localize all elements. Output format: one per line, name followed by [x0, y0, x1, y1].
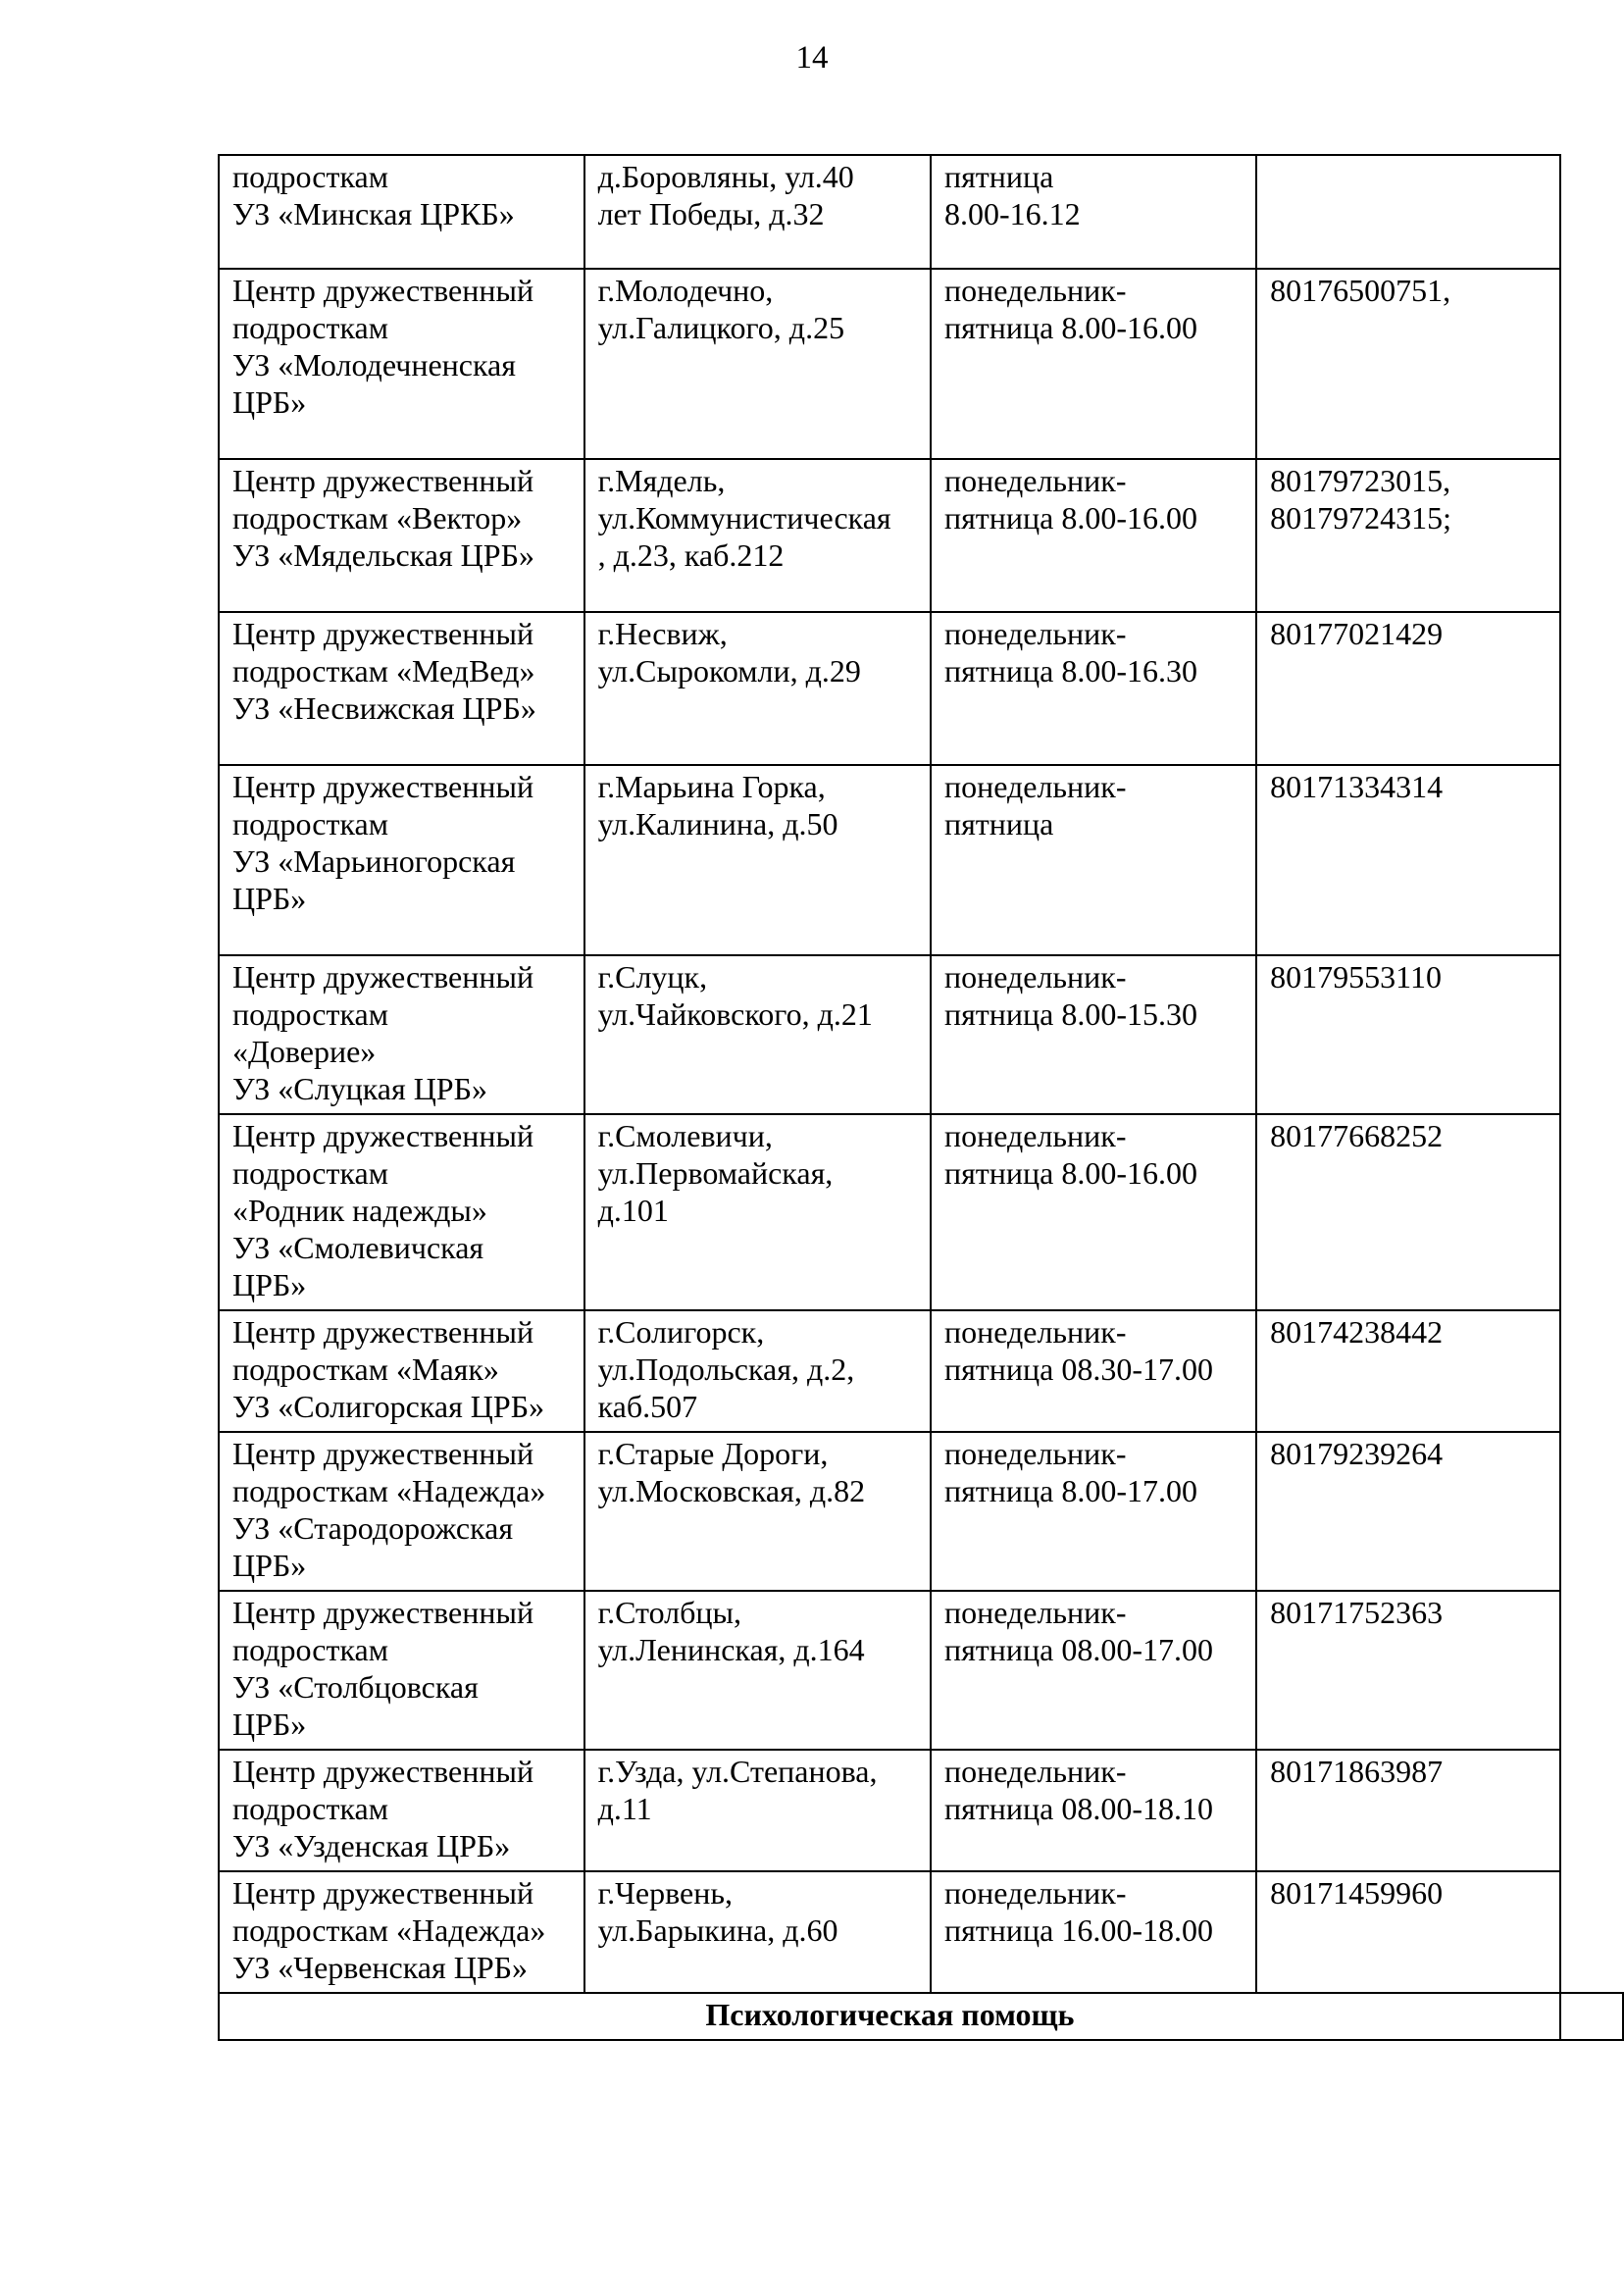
center-name-line: подросткам: [232, 310, 388, 345]
address-cell: [584, 155, 931, 269]
hours-line: пятница 08.00-17.00: [943, 1632, 1213, 1667]
hours-line: пятница 08.00-18.10: [943, 1791, 1213, 1826]
address-line: г.Солигорск,: [597, 1314, 765, 1350]
address-cell: [584, 955, 931, 1114]
center-name-line: УЗ «Солигорская ЦРБ»: [232, 1389, 545, 1424]
phone-line: 80179239264: [1270, 1436, 1444, 1471]
center-name-cell: [219, 1591, 584, 1750]
center-name-line: УЗ «Мядельская ЦРБ»: [232, 537, 534, 573]
center-name-line: Центр дружественный: [232, 1118, 534, 1153]
hours-line: пятница 16.00-18.00: [943, 1912, 1213, 1948]
phone-cell: [1256, 459, 1560, 612]
address-line: ул.Чайковского, д.21: [597, 996, 873, 1032]
phone-line: 80174238442: [1270, 1314, 1444, 1350]
hours-line: понедельник-: [943, 959, 1127, 994]
address-line: г.Слуцк,: [597, 959, 708, 994]
center-name-line: Центр дружественный: [232, 1875, 534, 1911]
phone-cell: [1256, 1310, 1560, 1432]
phone-cell: [1256, 1750, 1560, 1871]
table-row: [219, 955, 1623, 1114]
address-line: г.Червень,: [597, 1875, 733, 1911]
center-name-cell: [219, 1310, 584, 1432]
hours-line: понедельник-: [943, 1436, 1127, 1471]
table-row: [219, 1114, 1623, 1310]
section-row: [219, 1993, 1623, 2040]
center-name-line: Центр дружественный: [232, 1754, 534, 1789]
center-name-cell: [219, 155, 584, 269]
phone-line: 80171752363: [1270, 1595, 1444, 1630]
hours-cell: [931, 155, 1256, 269]
table-body: [219, 155, 1623, 2040]
center-name-cell: [219, 955, 584, 1114]
phone-line: 80171459960: [1270, 1875, 1444, 1911]
center-name-line: ЦРБ»: [232, 1548, 307, 1583]
center-name-line: УЗ «Слуцкая ЦРБ»: [232, 1071, 487, 1106]
page-number: 14: [795, 40, 829, 76]
center-name-line: УЗ «Столбцовская: [232, 1669, 479, 1705]
phone-line: 80179724315;: [1270, 500, 1452, 535]
hours-cell: [931, 955, 1256, 1114]
hours-line: понедельник-: [943, 1875, 1127, 1911]
table-row: [219, 1750, 1623, 1871]
address-cell: [584, 1591, 931, 1750]
hours-line: понедельник-: [943, 1314, 1127, 1350]
address-line: г.Мядель,: [597, 463, 726, 498]
address-line: д.Боровляны, ул.40: [597, 159, 854, 194]
address-line: каб.507: [597, 1389, 698, 1424]
phone-line: 80176500751,: [1270, 273, 1451, 308]
hours-line: понедельник-: [943, 273, 1127, 308]
center-name-line: ЦРБ»: [232, 1267, 307, 1302]
hours-cell: [931, 1114, 1256, 1310]
center-name-cell: [219, 1432, 584, 1591]
hours-line: пятница 8.00-15.30: [943, 996, 1197, 1032]
center-name-line: подросткам: [232, 1632, 388, 1667]
center-name-cell: [219, 612, 584, 765]
table-row: [219, 765, 1623, 955]
phone-line: 80171334314: [1270, 769, 1444, 804]
hours-line: пятница 8.00-16.30: [943, 653, 1197, 688]
phone-cell: [1256, 1114, 1560, 1310]
hours-line: пятница 8.00-16.00: [943, 310, 1197, 345]
hours-line: пятница 8.00-17.00: [943, 1473, 1197, 1508]
center-name-cell: [219, 459, 584, 612]
center-name-line: подросткам: [232, 1155, 388, 1191]
center-name-line: УЗ «Стародорожская: [232, 1510, 514, 1546]
centers-table: [218, 154, 1624, 2041]
center-name-line: подросткам: [232, 1791, 388, 1826]
address-line: г.Старые Дороги,: [597, 1436, 829, 1471]
center-name-line: Центр дружественный: [232, 273, 534, 308]
center-name-line: Центр дружественный: [232, 769, 534, 804]
center-name-line: подросткам: [232, 159, 388, 194]
table-row: [219, 1591, 1623, 1750]
hours-cell: [931, 1591, 1256, 1750]
hours-line: пятница: [943, 806, 1054, 841]
hours-cell: [931, 1871, 1256, 1993]
address-line: г.Молодечно,: [597, 273, 774, 308]
table-row: [219, 1871, 1623, 1993]
hours-line: пятница: [943, 159, 1054, 194]
center-name-line: Центр дружественный: [232, 1436, 534, 1471]
address-cell: [584, 1432, 931, 1591]
address-line: г.Смолевичи,: [597, 1118, 773, 1153]
table-row: [219, 459, 1623, 612]
address-cell: [584, 1114, 931, 1310]
center-name-line: Центр дружественный: [232, 1314, 534, 1350]
center-name-line: УЗ «Молодечненская: [232, 347, 516, 382]
address-line: ул.Московская, д.82: [597, 1473, 866, 1508]
center-name-line: УЗ «Несвижская ЦРБ»: [232, 690, 536, 726]
center-name-line: УЗ «Узденская ЦРБ»: [232, 1828, 511, 1863]
address-line: ул.Подольская, д.2,: [597, 1351, 855, 1387]
hours-line: пятница 8.00-16.00: [943, 500, 1197, 535]
center-name-line: УЗ «Червенская ЦРБ»: [232, 1950, 528, 1985]
hours-line: пятница 8.00-16.00: [943, 1155, 1197, 1191]
section-tail-cell: [1560, 1993, 1623, 2040]
center-name-line: подросткам «Маяк»: [232, 1351, 499, 1387]
phone-line: 80179553110: [1270, 959, 1442, 994]
address-line: ул.Галицкого, д.25: [597, 310, 845, 345]
center-name-line: ЦРБ»: [232, 881, 307, 916]
phone-line: 80177021429: [1270, 616, 1444, 651]
hours-line: понедельник-: [943, 769, 1127, 804]
hours-cell: [931, 459, 1256, 612]
phone-cell: [1256, 269, 1560, 459]
address-line: ул.Коммунистическая: [597, 500, 891, 535]
table-row: [219, 612, 1623, 765]
center-name-line: «Родник надежды»: [232, 1193, 487, 1228]
hours-cell: [931, 612, 1256, 765]
center-name-cell: [219, 1114, 584, 1310]
hours-cell: [931, 765, 1256, 955]
phone-cell: [1256, 612, 1560, 765]
center-name-line: ЦРБ»: [232, 1707, 307, 1742]
phone-cell: [1256, 1871, 1560, 1993]
address-line: , д.23, каб.212: [597, 537, 785, 573]
address-line: д.101: [597, 1193, 669, 1228]
address-cell: [584, 269, 931, 459]
phone-cell: [1256, 765, 1560, 955]
phone-line: 80171863987: [1270, 1754, 1444, 1789]
address-line: г.Столбцы,: [597, 1595, 742, 1630]
address-cell: [584, 459, 931, 612]
table-row: [219, 1310, 1623, 1432]
section-heading: Психологическая помощь: [219, 1993, 1560, 2040]
center-name-line: УЗ «Минская ЦРКБ»: [232, 196, 515, 231]
address-cell: [584, 765, 931, 955]
center-name-line: подросткам «Надежда»: [232, 1912, 546, 1948]
center-name-line: подросткам: [232, 996, 388, 1032]
address-cell: [584, 1310, 931, 1432]
phone-line: 80177668252: [1270, 1118, 1444, 1153]
address-line: ул.Сырокомли, д.29: [597, 653, 861, 688]
address-line: г.Марьина Горка,: [597, 769, 826, 804]
phone-cell: [1256, 1591, 1560, 1750]
center-name-line: «Доверие»: [232, 1034, 377, 1069]
phone-cell: [1256, 955, 1560, 1114]
hours-line: пятница 08.30-17.00: [943, 1351, 1213, 1387]
address-cell: [584, 1871, 931, 1993]
center-name-cell: [219, 1871, 584, 1993]
table-row: [219, 1432, 1623, 1591]
center-name-cell: [219, 765, 584, 955]
address-line: ул.Калинина, д.50: [597, 806, 838, 841]
address-cell: [584, 1750, 931, 1871]
center-name-cell: [219, 269, 584, 459]
center-name-line: подросткам «МедВед»: [232, 653, 535, 688]
center-name-line: ЦРБ»: [232, 384, 307, 420]
address-line: д.11: [597, 1791, 652, 1826]
center-name-line: подросткам: [232, 806, 388, 841]
hours-cell: [931, 1750, 1256, 1871]
address-line: ул.Первомайская,: [597, 1155, 834, 1191]
address-line: г.Узда, ул.Степанова,: [597, 1754, 878, 1789]
hours-line: понедельник-: [943, 463, 1127, 498]
center-name-line: Центр дружественный: [232, 463, 534, 498]
address-line: г.Несвиж,: [597, 616, 728, 651]
hours-line: понедельник-: [943, 1595, 1127, 1630]
center-name-cell: [219, 1750, 584, 1871]
center-name-line: Центр дружественный: [232, 1595, 534, 1630]
address-cell: [584, 612, 931, 765]
center-name-line: подросткам «Вектор»: [232, 500, 523, 535]
hours-cell: [931, 269, 1256, 459]
center-name-line: УЗ «Смолевичская: [232, 1230, 484, 1265]
hours-cell: [931, 1310, 1256, 1432]
hours-line: 8.00-16.12: [943, 196, 1081, 231]
table-row: [219, 269, 1623, 459]
hours-line: понедельник-: [943, 1118, 1127, 1153]
table-row: [219, 155, 1623, 269]
phone-cell: [1256, 155, 1560, 269]
center-name-line: Центр дружественный: [232, 959, 534, 994]
address-line: лет Победы, д.32: [597, 196, 825, 231]
address-line: ул.Барыкина, д.60: [597, 1912, 838, 1948]
hours-cell: [931, 1432, 1256, 1591]
hours-line: понедельник-: [943, 1754, 1127, 1789]
center-name-line: подросткам «Надежда»: [232, 1473, 546, 1508]
center-name-line: Центр дружественный: [232, 616, 534, 651]
hours-line: понедельник-: [943, 616, 1127, 651]
phone-line: 80179723015,: [1270, 463, 1451, 498]
address-line: ул.Ленинская, д.164: [597, 1632, 865, 1667]
phone-cell: [1256, 1432, 1560, 1591]
center-name-line: УЗ «Марьиногорская: [232, 843, 516, 879]
